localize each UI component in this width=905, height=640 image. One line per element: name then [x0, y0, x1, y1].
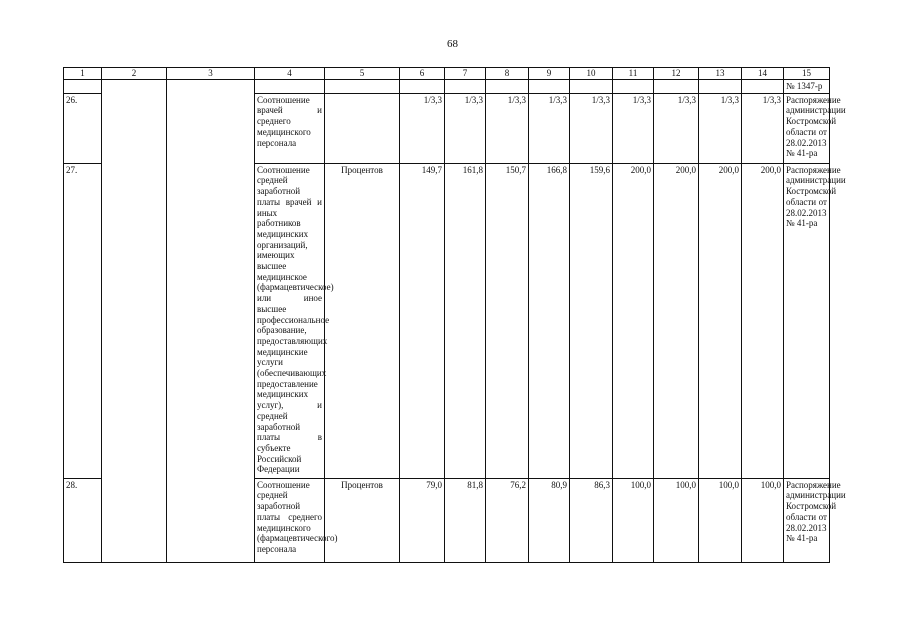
unit-cell: Процентов — [325, 163, 400, 478]
row-number: 27. — [64, 163, 102, 478]
value-cell: 1/3,3 — [613, 93, 654, 163]
value-cell: 100,0 — [699, 478, 742, 562]
value-cell: 1/3,3 — [529, 93, 570, 163]
basis-document: Распоряжение администрации Костромской области от 28.02.2013 № 41-ра — [784, 93, 830, 163]
indicator-name: Соотношение средней заработной платы врачей и иных работников медицинских организаций, имеющих высшее медицинское (фармацевтическое) или иное высшее профессиональное образование, предоставляющих медицинские услуги (обеспечивающих предоставление медицинских услуг), и средней заработной платы в субъекте Российской Федерации — [255, 163, 325, 478]
value-cell: 100,0 — [613, 478, 654, 562]
value-cell: 100,0 — [742, 478, 784, 562]
value-cell: 200,0 — [654, 163, 699, 478]
value-cell: 200,0 — [742, 163, 784, 478]
merged-column-3 — [167, 80, 255, 563]
unit-cell: Процентов — [325, 478, 400, 562]
value-cell: 161,8 — [445, 163, 486, 478]
indicator-name: Соотношение врачей и среднего медицинского персонала — [255, 93, 325, 163]
value-cell: 1/3,3 — [654, 93, 699, 163]
column-header: 12 — [654, 68, 699, 80]
value-cell: 100,0 — [654, 478, 699, 562]
column-header: 11 — [613, 68, 654, 80]
value-cell: 150,7 — [486, 163, 529, 478]
value-cell: 200,0 — [699, 163, 742, 478]
column-header: 8 — [486, 68, 529, 80]
value-cell: 1/3,3 — [570, 93, 613, 163]
value-cell: 76,2 — [486, 478, 529, 562]
table-header-row — [64, 68, 830, 80]
page-number: 68 — [447, 38, 458, 50]
value-cell: 1/3,3 — [445, 93, 486, 163]
value-cell: 1/3,3 — [742, 93, 784, 163]
continuation-basis: № 1347-р — [784, 80, 830, 94]
unit-cell — [325, 93, 400, 163]
column-header: 15 — [784, 68, 830, 80]
value-cell: 159,6 — [570, 163, 613, 478]
column-header: 5 — [325, 68, 400, 80]
value-cell: 166,8 — [529, 163, 570, 478]
column-header: 14 — [742, 68, 784, 80]
value-cell: 149,7 — [400, 163, 445, 478]
value-cell: 200,0 — [613, 163, 654, 478]
value-cell: 81,8 — [445, 478, 486, 562]
column-header: 9 — [529, 68, 570, 80]
value-cell: 86,3 — [570, 478, 613, 562]
merged-column-2 — [102, 80, 167, 563]
column-header: 6 — [400, 68, 445, 80]
basis-document: Распоряжение администрации Костромской области от 28.02.2013 № 41-ра — [784, 478, 830, 562]
column-header: 2 — [102, 68, 167, 80]
column-header: 3 — [167, 68, 255, 80]
column-header: 4 — [255, 68, 325, 80]
row-number: 26. — [64, 93, 102, 163]
column-header: 10 — [570, 68, 613, 80]
indicator-table — [63, 67, 846, 563]
indicator-name: Соотношение средней заработной платы среднего медицинского (фармацевтического) персонала — [255, 478, 325, 562]
value-cell: 1/3,3 — [699, 93, 742, 163]
value-cell: 80,9 — [529, 478, 570, 562]
column-header: 1 — [64, 68, 102, 80]
row-number: 28. — [64, 478, 102, 562]
value-cell: 1/3,3 — [400, 93, 445, 163]
value-cell: 79,0 — [400, 478, 445, 562]
continuation-row — [64, 80, 830, 94]
value-cell: 1/3,3 — [486, 93, 529, 163]
basis-document: Распоряжение администрации Костромской области от 28.02.2013 № 41-ра — [784, 163, 830, 478]
column-header: 7 — [445, 68, 486, 80]
column-header: 13 — [699, 68, 742, 80]
